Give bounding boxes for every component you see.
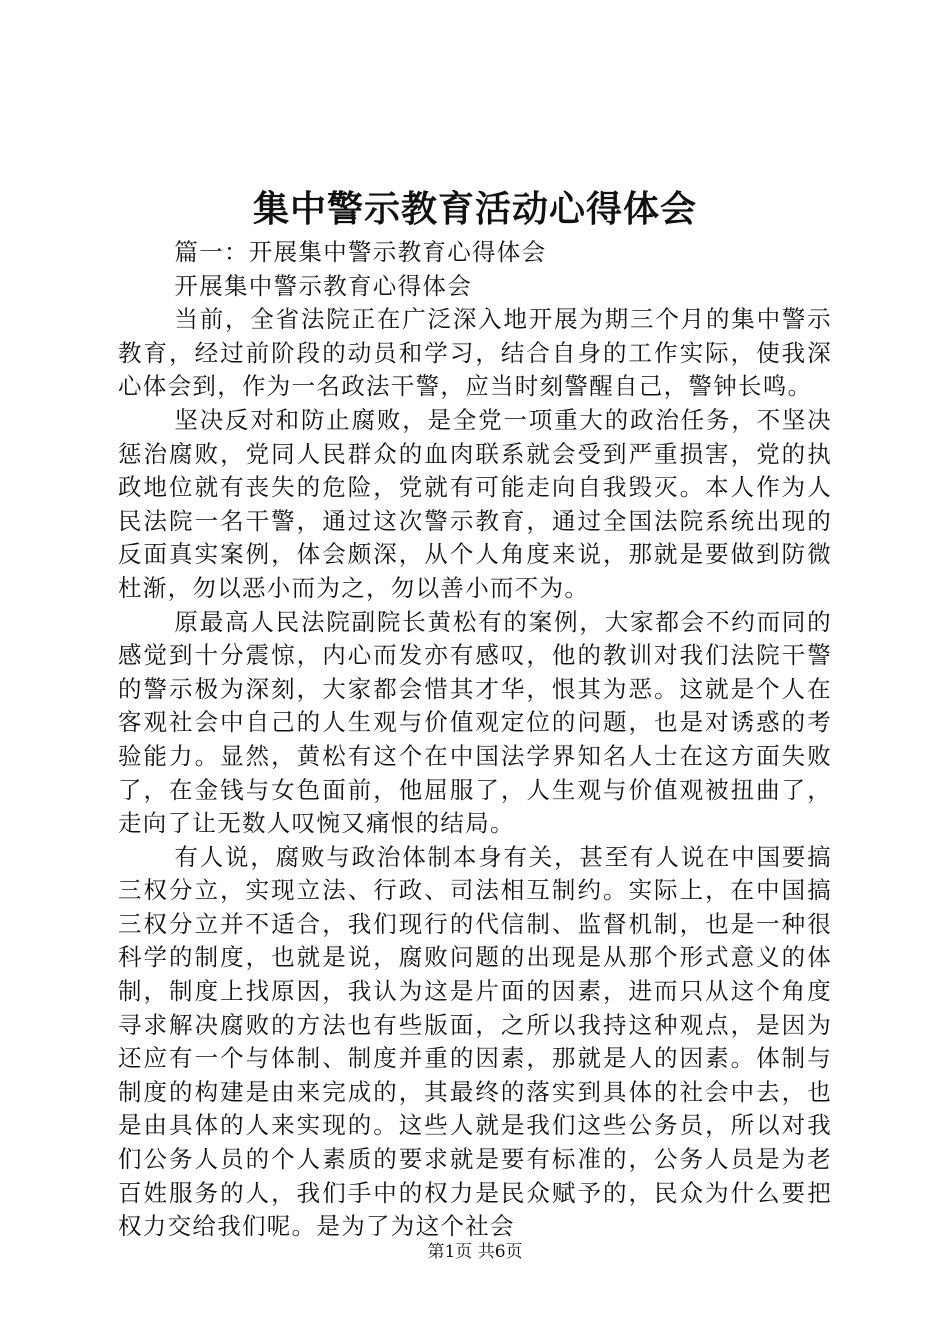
page-footer: 第1页 共6页	[427, 1242, 523, 1262]
section-heading: 篇一：开展集中警示教育心得体会	[174, 238, 547, 266]
paragraph: 原最高人民法院副院长黄松有的案例，大家都会不约而同的感觉到十分震惊，内心而发亦有感叹，他的教训对我们法院干警的警示极为深刻，大家都会惜其才华，恨其为恶。这就是个人在客观社会中自己的人生观与价值观定位的问题，也是对诱惑的考验能力。显然，黄松有这个在中国法学界知名人士在这方面失败了，在金钱与女色面前，他屈服了，人生观与价值观被扭曲了，走向了让无数人叹惋又痛恨的结局。	[118, 607, 832, 838]
paragraph: 有人说，腐败与政治体制本身有关，甚至有人说在中国要搞三权分立，实现立法、行政、司法相互制约。实际上，在中国搞三权分立并不适合，我们现行的代信制、监督机制，也是一种很科学的制度，也就是说，腐败问题的出现是从那个形式意义的体制，制度上找原因，我认为这是片面的因素，进而只从这个角度寻求解决腐败的方法也有些版面，之所以我持这种观点，是因为还应有一个与体制、制度并重的因素，那就是人的因素。体制与制度的构建是由来完成的，其最终的落实到具体的社会中去，也是由具体的人来实现的。这些人就是我们这些公务员，所以对我们公务人员的个人素质的要求就是要有标准的，公务人员是为老百姓服务的人，我们手中的权力是民众赋予的，民众为什么要把权力交给我们呢。是为了为这个社会	[118, 842, 832, 1241]
document-title: 集中警示教育活动心得体会	[252, 188, 697, 230]
paragraph: 坚决反对和防止腐败，是全党一项重大的政治任务，不坚决惩治腐败，党同人民群众的血肉联系就会受到严重损害，党的执政地位就有丧失的危险，党就有可能走向自我毁灭。本人作为人民法院一名干警，通过这次警示教育，通过全国法院系统出现的反面真实案例，体会颇深，从个人角度来说，那就是要做到防微杜渐，勿以恶小而为之，勿以善小而不为。	[118, 405, 832, 602]
article-heading: 开展集中警示教育心得体会	[174, 271, 472, 300]
document-body	[118, 236, 832, 1244]
paragraph: 当前，全省法院正在广泛深入地开展为期三个月的集中警示教育，经过前阶段的动员和学习，结合自身的工作实际，使我深心体会到，作为一名政法干警，应当时刻警醒自己，警钟长鸣。	[118, 305, 832, 401]
